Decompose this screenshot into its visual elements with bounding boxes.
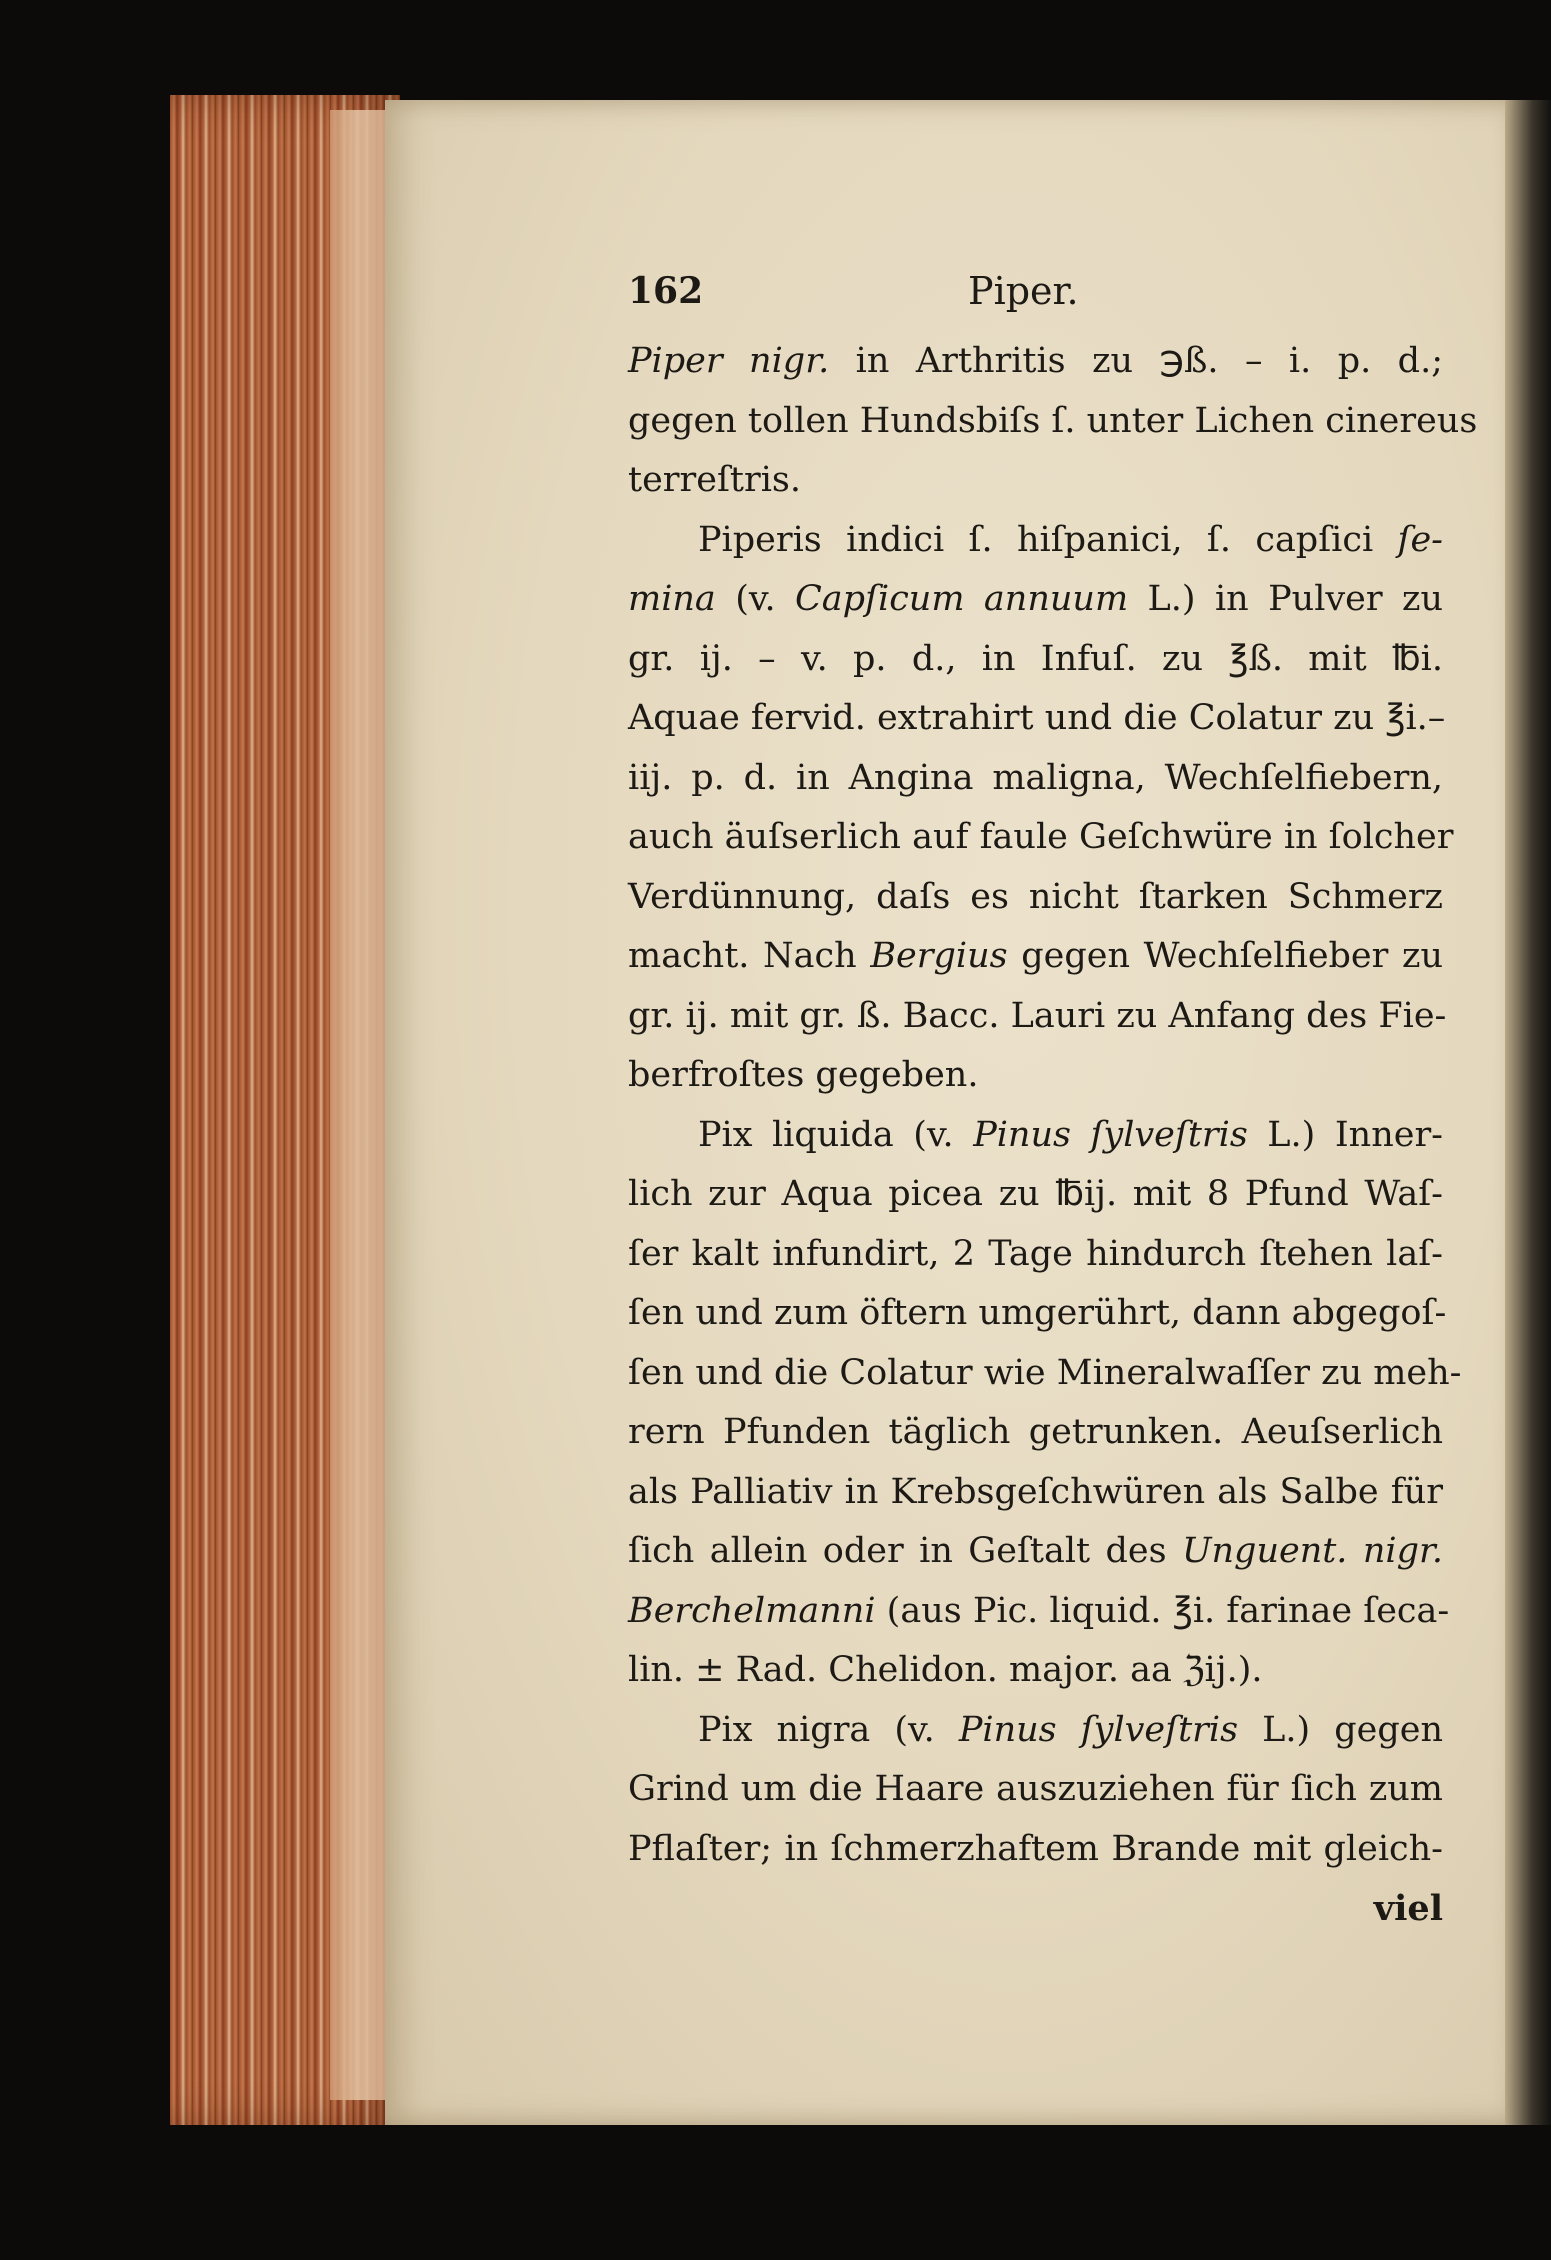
italic-text: Berchelmanni: [628, 1590, 876, 1631]
text-line: [628, 1165, 1443, 1225]
text-line: [628, 927, 1443, 987]
text-segment: Grind um die Haare auszuziehen für ſich zum: [628, 1769, 1443, 1809]
running-head: Piper.: [968, 269, 1079, 313]
text-segment: berfroſtes gegeben.: [628, 1055, 979, 1095]
text-segment: gr. ij. – v. p. d., in Infuſ. zu ℥ß. mit ℔i.: [628, 638, 1443, 679]
text-line: [628, 808, 1454, 868]
text-line: [628, 1760, 1443, 1820]
italic-text: Pinus ſylveſtris: [958, 1709, 1239, 1750]
text-line: [628, 1284, 1447, 1344]
text-line: [628, 868, 1443, 928]
text-segment: ſer kalt infundirt, 2 Tage hindurch ſtehen laſ-: [628, 1233, 1443, 1274]
text-line: [628, 1582, 1450, 1642]
catchword: viel: [1373, 1888, 1443, 1929]
text-line: [628, 1820, 1443, 1880]
text-line: [628, 689, 1446, 749]
italic-text: Pinus ſylveſtris: [973, 1114, 1248, 1155]
text-segment: auch äuſserlich auf faule Geſchwüre in ſolcher: [628, 817, 1454, 857]
text-line: [628, 987, 1447, 1047]
text-line: [628, 1106, 1443, 1166]
text-line: [628, 1522, 1443, 1582]
text-line: [628, 1046, 1443, 1106]
text-segment: gegen tollen Hundsbiſs ſ. unter Lichen cinereus: [628, 400, 1478, 441]
text-segment: terreſtris.: [628, 460, 801, 500]
text-line: [628, 332, 1443, 392]
text-segment: ſen und zum öftern umgerührt, dann abgegoſ-: [628, 1293, 1447, 1333]
text-segment: in Arthritis zu ℈ß. – i. p. d.;: [829, 341, 1444, 381]
text-segment: als Palliativ in Krebsgeſchwüren als Salbe für: [628, 1471, 1443, 1512]
page-header: [628, 262, 1443, 324]
text-line: [628, 1225, 1443, 1285]
text-line: [628, 1641, 1443, 1701]
italic-text: Piper nigr.: [628, 341, 830, 381]
text-line: [628, 749, 1443, 809]
text-line: [628, 570, 1443, 630]
text-segment: rern Pfunden täglich getrunken. Aeuſserlich: [628, 1412, 1443, 1452]
text-segment: iij. p. d. in Angina maligna, Wechſelfiebern,: [628, 757, 1443, 798]
text-segment: lin. ± Rad. Chelidon. major. aa ℨij.).: [628, 1650, 1263, 1690]
italic-text: Bergius: [870, 936, 1008, 976]
italic-text: ſe-: [1397, 519, 1443, 560]
text-segment: Pix nigra (v.: [698, 1709, 959, 1750]
text-segment: ſen und die Colatur wie Mineralwaſſer zu meh-: [628, 1352, 1462, 1393]
text-segment: (aus Pic. liquid. ℥i. farinae ſeca-: [875, 1590, 1450, 1631]
text-segment: L.) in Pulver zu: [1128, 579, 1443, 619]
text-line: [628, 451, 1443, 511]
text-segment: gegen Wechſelfieber zu: [1007, 936, 1443, 976]
page-edges-highlight: [330, 110, 390, 2100]
text-block: [628, 262, 1478, 1939]
text-line: [628, 1463, 1443, 1523]
text-line: [628, 1344, 1462, 1404]
page-number: 162: [628, 270, 704, 312]
text-line: [628, 1701, 1443, 1761]
text-segment: L.) gegen: [1238, 1709, 1443, 1750]
text-segment: Piperis indici ſ. hiſpanici, ſ. capſici: [698, 519, 1398, 560]
page-gutter: [1505, 100, 1551, 2125]
italic-text: Unguent. nigr.: [1182, 1531, 1443, 1571]
italic-text: Capſicum annuum: [795, 579, 1129, 619]
text-segment: (v.: [715, 579, 795, 619]
text-segment: lich zur Aqua picea zu ℔ij. mit 8 Pfund Waſ-: [628, 1174, 1443, 1214]
text-line: [628, 511, 1443, 571]
text-segment: gr. ij. mit gr. ß. Bacc. Lauri zu Anfang des Fie-: [628, 995, 1447, 1036]
text-segment: Verdünnung, daſs es nicht ſtarken Schmerz: [628, 876, 1443, 917]
text-segment: Pix liquida (v.: [698, 1114, 974, 1155]
text-segment: Pflaſter; in ſchmerzhaftem Brande mit gleich-: [628, 1828, 1443, 1869]
text-line: [628, 630, 1443, 690]
body-text: [628, 332, 1478, 1879]
italic-text: mina: [628, 579, 716, 619]
text-segment: L.) Inner-: [1247, 1114, 1443, 1155]
text-line: [628, 1403, 1443, 1463]
text-line: [628, 392, 1478, 452]
text-segment: macht. Nach: [628, 936, 871, 976]
text-segment: ſich allein oder in Geſtalt des: [628, 1531, 1182, 1571]
text-segment: Aquae fervid. extrahirt und die Colatur zu ℥i.–: [628, 698, 1446, 738]
